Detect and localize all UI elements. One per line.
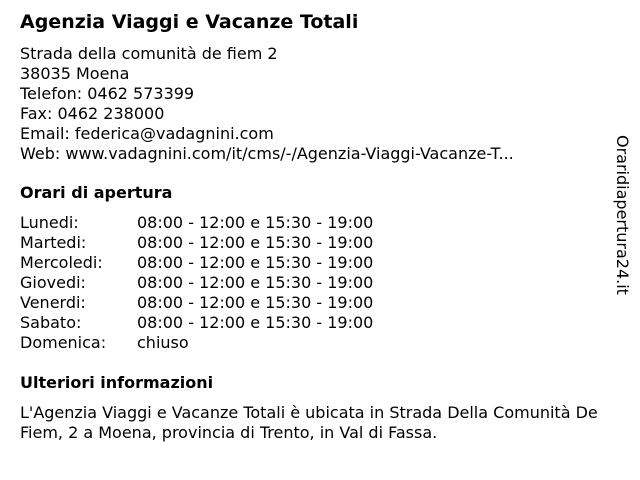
time-value: 08:00 - 12:00 e 15:30 - 19:00 bbox=[137, 213, 374, 232]
hours-row bbox=[20, 273, 373, 293]
time-value: 08:00 - 12:00 e 15:30 - 19:00 bbox=[137, 293, 374, 312]
email-line[interactable]: Email: federica@vadagnini.com bbox=[20, 124, 274, 143]
time-value: chiuso bbox=[137, 333, 189, 352]
day-label: Venerdi: bbox=[20, 293, 86, 312]
time-value: 08:00 - 12:00 e 15:30 - 19:00 bbox=[137, 253, 374, 272]
time-value: 08:00 - 12:00 e 15:30 - 19:00 bbox=[137, 233, 374, 252]
site-watermark-label: Oraridiapertura24.it bbox=[613, 135, 632, 295]
day-label: Mercoledi: bbox=[20, 253, 103, 272]
hours-row bbox=[20, 253, 373, 273]
hours-row bbox=[20, 293, 373, 313]
hours-heading: Orari di apertura bbox=[20, 183, 173, 202]
time-value: 08:00 - 12:00 e 15:30 - 19:00 bbox=[137, 273, 374, 292]
address-city: 38035 Moena bbox=[20, 64, 130, 83]
address-street: Strada della comunità de fiem 2 bbox=[20, 44, 278, 63]
info-description: L'Agenzia Viaggi e Vacanze Totali è ubicata in Strada Della Comunità De Fiem, 2 a Moena, provincia di Trento, in Val di Fassa. bbox=[20, 403, 598, 442]
contact-block bbox=[20, 44, 600, 164]
day-label: Martedi: bbox=[20, 233, 87, 252]
business-card bbox=[20, 10, 600, 442]
hours-row bbox=[20, 213, 373, 233]
phone-line[interactable]: Telefon: 0462 573399 bbox=[20, 84, 195, 103]
web-line[interactable]: Web: www.vadagnini.com/it/cms/-/Agenzia-Viaggi-Vacanze-T... bbox=[20, 144, 514, 163]
day-label: Domenica: bbox=[20, 333, 107, 352]
fax-line: Fax: 0462 238000 bbox=[20, 104, 165, 123]
info-heading: Ulteriori informazioni bbox=[20, 373, 214, 392]
time-value: 08:00 - 12:00 e 15:30 - 19:00 bbox=[137, 313, 374, 332]
day-label: Lunedi: bbox=[20, 213, 79, 232]
hours-row bbox=[20, 313, 373, 333]
hours-row bbox=[20, 233, 373, 253]
hours-row bbox=[20, 333, 373, 353]
day-label: Sabato: bbox=[20, 313, 82, 332]
hours-table bbox=[20, 213, 373, 353]
business-title: Agenzia Viaggi e Vacanze Totali bbox=[20, 11, 359, 33]
day-label: Giovedi: bbox=[20, 273, 86, 292]
